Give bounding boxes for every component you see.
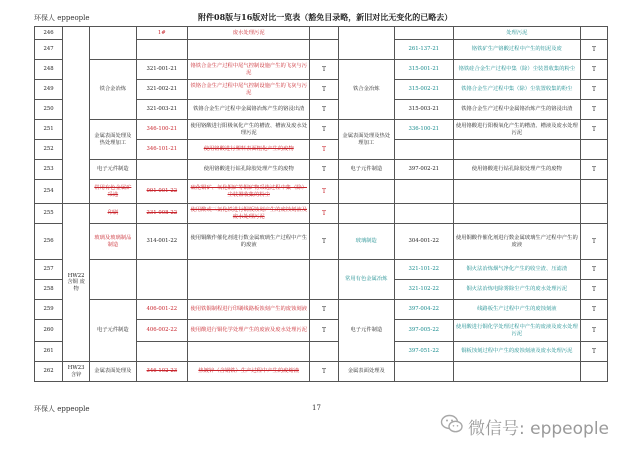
new-flag-cell: T	[581, 280, 608, 300]
row-number: 257	[35, 260, 63, 280]
row-number: 251	[35, 120, 63, 140]
old-flag-cell: T	[310, 180, 338, 204]
old-flag-cell: T	[310, 60, 338, 80]
old-code-cell	[136, 342, 187, 362]
old-desc-cell	[188, 260, 310, 300]
old-flag-cell	[310, 342, 338, 362]
row-number: 255	[35, 204, 63, 224]
new-desc-cell: 铁铬合金生产过程中集（除）尘装置收集的粉尘	[453, 80, 580, 100]
new-flag-cell: T	[581, 224, 608, 260]
new-desc-cell: 铁铬合金生产过程中金属铬冶炼产生的铬浸出渣	[453, 100, 580, 120]
table-row	[35, 260, 608, 280]
new-code-cell: 397-002-21	[394, 160, 453, 180]
old-code-cell: 321-001-21	[136, 60, 187, 80]
old-desc-cell: 使用铜酸作催化剂进行数金属玻璃生产过程中产生的废液	[188, 224, 310, 260]
old-code-cell: 346-100-21	[136, 120, 187, 140]
new-industry-cell	[338, 204, 394, 224]
new-desc-cell: 铜板蚀刻过程中产生的废蚀刻液及废水处理污泥	[453, 342, 580, 362]
new-industry-cell: 金属表面处理及	[338, 362, 394, 382]
old-desc-cell	[188, 342, 310, 362]
new-desc-cell	[453, 362, 580, 382]
row-number: 248	[35, 60, 63, 80]
old-industry-cell: 印刷	[90, 204, 137, 224]
row-number: 260	[35, 320, 63, 342]
old-code-cell: 321-002-21	[136, 80, 187, 100]
new-flag-cell: T	[581, 80, 608, 100]
new-flag-cell	[581, 140, 608, 160]
new-flag-cell: T	[581, 40, 608, 60]
new-code-cell: 336-100-21	[394, 120, 453, 140]
new-desc-cell: 使用铬酸进行钻孔除胶处理产生的废物	[453, 160, 580, 180]
old-industry-cell: 电子元件制造	[90, 300, 137, 362]
old-industry-cell: 金属表面处理及	[90, 362, 137, 382]
row-number: 250	[35, 100, 63, 120]
new-flag-cell	[581, 362, 608, 382]
new-desc-cell: 铜火法冶炼电除雾除尘产生的废水处理污泥	[453, 280, 580, 300]
old-desc-cell: 使用酸或三氯化铁进行铜板蚀刻产生的废蚀刻液及废水处理污泥	[188, 204, 310, 224]
new-code-cell	[394, 27, 453, 40]
new-desc-cell: 铬铁矿生产铬酸过程中产生的铝泥及废	[453, 40, 580, 60]
new-desc-cell: 使用酸进行铜化学处理过程中产生的废液及废水处理污泥	[453, 320, 580, 342]
old-code-cell	[136, 260, 187, 300]
new-code-cell: 321-102-22	[394, 280, 453, 300]
old-flag-cell: T	[310, 140, 338, 160]
new-flag-cell: T	[581, 260, 608, 280]
new-desc-cell: 处理污泥	[453, 27, 580, 40]
row-number: 246	[35, 27, 63, 40]
old-industry-cell: 玻璃及玻璃制品制造	[90, 224, 137, 260]
new-code-cell: 315-003-21	[394, 100, 453, 120]
old-desc-cell: 使用铬酸进行塑料表面粗化产生的废物	[188, 140, 310, 160]
row-number: 256	[35, 224, 63, 260]
new-desc-cell: 使用铜酸作催化剂进行数金属玻璃生产过程中产生的废液	[453, 224, 580, 260]
old-flag-cell: T	[310, 80, 338, 100]
row-number: 253	[35, 160, 63, 180]
wechat-icon	[440, 412, 464, 436]
new-code-cell: 321-101-22	[394, 260, 453, 280]
old-industry-cell	[90, 260, 137, 300]
table-row	[35, 362, 608, 382]
old-flag-cell	[310, 260, 338, 300]
new-flag-cell: T	[581, 320, 608, 342]
new-flag-cell: T	[581, 342, 608, 362]
old-desc-cell: 铬铁合金生产过程中尾气控制设施产生的飞灰与污泥	[188, 60, 310, 80]
new-industry-cell: 电子元件制造	[338, 300, 394, 362]
old-flag-cell: T	[310, 362, 338, 382]
category-cell	[63, 27, 90, 204]
new-desc-cell: 铜火法冶炼烟气净化产生的收尘渣、压滤渣	[453, 260, 580, 280]
old-code-cell: 314-001-22	[136, 224, 187, 260]
table-row	[35, 27, 608, 40]
row-number: 258	[35, 280, 63, 300]
old-code-cell: 406-001-22	[136, 300, 187, 320]
old-desc-cell: 使用铁铜制程进行印刷线路板蚀刻产生的废蚀刻液	[188, 300, 310, 320]
new-code-cell	[394, 140, 453, 160]
old-flag-cell	[310, 27, 338, 40]
watermark-text: 微信号: eppeople	[468, 419, 610, 439]
old-code-cell: 091-001-22	[136, 180, 187, 204]
new-industry-cell	[338, 180, 394, 204]
table-row	[35, 160, 608, 180]
new-desc-cell	[453, 204, 580, 224]
old-industry-cell: 金属表面处理及热处理加工	[90, 120, 137, 160]
old-code-cell: 321-003-21	[136, 100, 187, 120]
table-row	[35, 60, 608, 80]
old-desc-cell: 铁铬合金生产过程中尾气控制设施产生的飞灰与污泥	[188, 80, 310, 100]
category-cell: HW22 含铜 废物	[63, 204, 90, 362]
new-flag-cell	[581, 27, 608, 40]
old-flag-cell: T	[310, 120, 338, 140]
table-row	[35, 224, 608, 260]
new-industry-cell: 铁合金冶炼	[338, 60, 394, 120]
new-code-cell	[394, 204, 453, 224]
old-desc-cell: 硫化铜矿、氧化铜矿等铜矿物采选过程中集（除）尘装置收集的粉尘	[188, 180, 310, 204]
old-desc-cell: 使用铬酸进行钻孔除胶处理产生的废物	[188, 160, 310, 180]
table-row	[35, 180, 608, 204]
page-number: 17	[312, 404, 321, 412]
new-code-cell: 315-001-21	[394, 60, 453, 80]
new-code-cell: 397-005-22	[394, 320, 453, 342]
new-flag-cell	[581, 204, 608, 224]
new-code-cell: 397-004-22	[394, 300, 453, 320]
old-code-cell: 406-002-22	[136, 320, 187, 342]
new-flag-cell	[581, 180, 608, 204]
new-flag-cell: T	[581, 300, 608, 320]
row-number: 262	[35, 362, 63, 382]
row-number: 261	[35, 342, 63, 362]
old-flag-cell: T	[310, 100, 338, 120]
old-desc-cell: 铁铬合金生产过程中金属铬冶炼产生的铬浸出渣	[188, 100, 310, 120]
page-title: 附件08版与16版对比一览表（豁免目录略，新旧对比无变化的已略去）	[198, 12, 453, 22]
old-industry-cell: 常用有色金属矿采选	[90, 180, 137, 204]
old-desc-cell: 使用铬酸进行阳极氧化产生的槽渣、槽液及废水处理污泥	[188, 120, 310, 140]
new-desc-cell: 线路板生产过程中产生的废蚀刻液	[453, 300, 580, 320]
new-industry-cell: 金属表面处理及热处理加工	[338, 120, 394, 160]
row-number: 247	[35, 40, 63, 60]
new-flag-cell: T	[581, 100, 608, 120]
old-code-cell: 346-101-21	[136, 140, 187, 160]
new-code-cell	[394, 180, 453, 204]
old-code-cell	[136, 160, 187, 180]
new-flag-cell: T	[581, 120, 608, 140]
new-code-cell	[394, 362, 453, 382]
old-code-cell: 231-008-22	[136, 204, 187, 224]
old-flag-cell: T	[310, 320, 338, 342]
new-flag-cell: T	[581, 160, 608, 180]
row-number: 254	[35, 180, 63, 204]
footer-brand: 环保人 eppeople	[34, 405, 90, 413]
old-industry-cell	[90, 27, 137, 60]
new-code-cell: 261-137-21	[394, 40, 453, 60]
new-industry-cell: 玻璃制造	[338, 224, 394, 260]
table-row	[35, 204, 608, 224]
new-desc-cell: 使用铬酸进行阳极氧化产生的槽渣、槽液及废水处理污泥	[453, 120, 580, 140]
old-code-cell: 346-102-23	[136, 362, 187, 382]
new-code-cell: 304-001-22	[394, 224, 453, 260]
old-code-cell	[136, 40, 187, 60]
new-desc-cell	[453, 180, 580, 204]
new-code-cell: 397-051-22	[394, 342, 453, 362]
new-industry-cell	[338, 27, 394, 60]
new-code-cell: 315-002-21	[394, 80, 453, 100]
old-code-cell: 1#	[136, 27, 187, 40]
new-desc-cell	[453, 140, 580, 160]
old-industry-cell: 电子元件制造	[90, 160, 137, 180]
row-number: 259	[35, 300, 63, 320]
category-cell: HW23 含锌	[63, 362, 90, 382]
old-flag-cell: T	[310, 300, 338, 320]
old-flag-cell: T	[310, 160, 338, 180]
old-industry-cell: 铁合金冶炼	[90, 60, 137, 120]
old-desc-cell: 使用酸进行铜化学处理产生的废液及废水处理污泥	[188, 320, 310, 342]
row-number: 252	[35, 140, 63, 160]
table-row	[35, 120, 608, 140]
new-industry-cell: 常用有色金属冶炼	[338, 260, 394, 300]
table-row	[35, 300, 608, 320]
old-desc-cell: 热镀锌（含钢铁）生产过程中产生的废熔渣	[188, 362, 310, 382]
old-flag-cell: T	[310, 204, 338, 224]
old-desc-cell: 废水处理污泥	[188, 27, 310, 40]
new-desc-cell: 铬铁硅合金生产过程中集（除）尘装置收集的粉尘	[453, 60, 580, 80]
new-flag-cell: T	[581, 60, 608, 80]
new-industry-cell: 电子元件制造	[338, 160, 394, 180]
header-left-brand: 环保人 eppeople	[34, 14, 90, 22]
comparison-table	[34, 26, 608, 382]
old-flag-cell: T	[310, 224, 338, 260]
row-number: 249	[35, 80, 63, 100]
old-flag-cell	[310, 40, 338, 60]
old-desc-cell	[188, 40, 310, 60]
